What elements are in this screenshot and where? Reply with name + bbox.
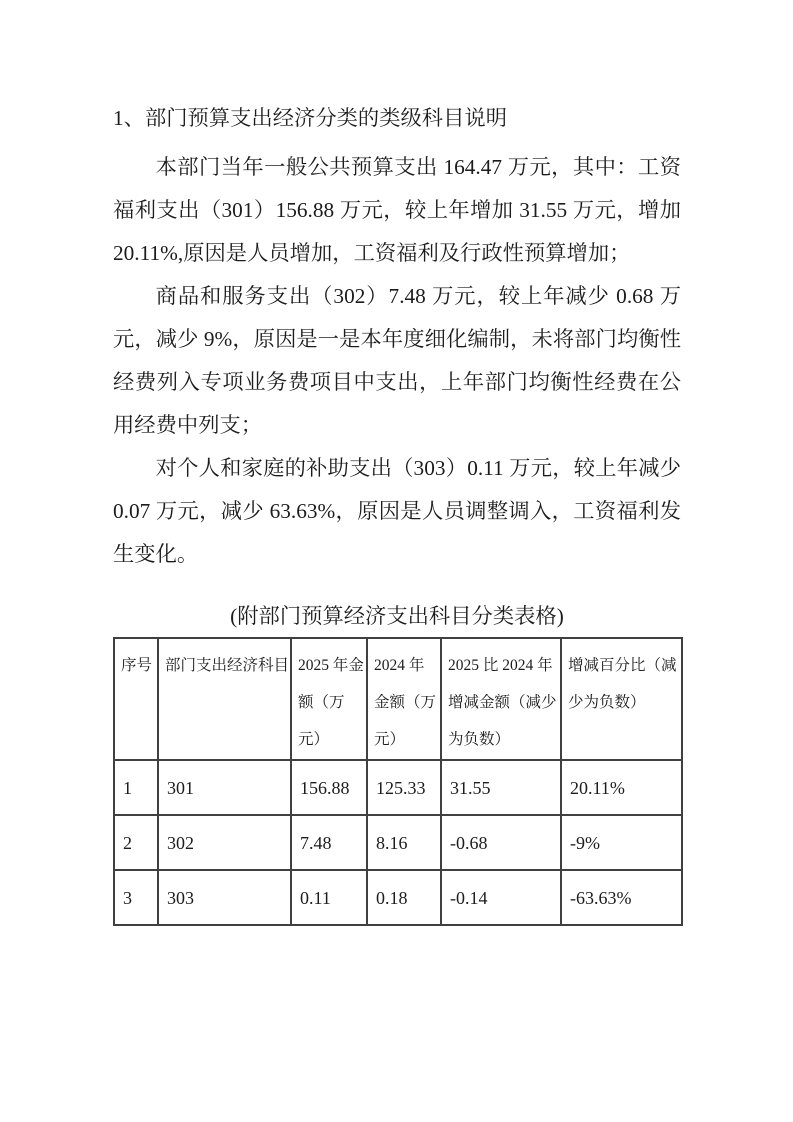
table-row — [114, 815, 682, 870]
body-text — [113, 146, 681, 576]
table-cell: 301 — [158, 760, 291, 815]
section-heading: 1、部门预算支出经济分类的类级科目说明 — [113, 106, 507, 130]
table-cell: -63.63% — [561, 870, 682, 925]
table-cell: 31.55 — [441, 760, 561, 815]
header-cell-subject: 部门支出经济科目 — [158, 638, 291, 760]
paragraph-personal-subsidy: 对个人和家庭的补助支出（303）0.11 万元，较上年减少 0.07 万元，减少 63.63%，原因是人员调整调入，工资福利发生变化。 — [113, 456, 681, 566]
table-cell: 0.18 — [367, 870, 441, 925]
table-cell: 8.16 — [367, 815, 441, 870]
header-row — [114, 638, 682, 760]
table-row — [114, 870, 682, 925]
table-cell: 1 — [114, 760, 158, 815]
table-cell: -0.68 — [441, 815, 561, 870]
table-cell: 7.48 — [291, 815, 367, 870]
header-cell-change-percent: 增减百分比（减少为负数） — [561, 638, 682, 760]
header-cell-2025-amount: 2025 年金额（万元） — [291, 638, 367, 760]
table-caption: (附部门预算经济支出科目分类表格) — [230, 604, 564, 628]
table-cell: 125.33 — [367, 760, 441, 815]
table-cell: 302 — [158, 815, 291, 870]
budget-table-header — [114, 638, 682, 760]
budget-table-body — [114, 760, 682, 925]
table-cell: 156.88 — [291, 760, 367, 815]
table-cell: 2 — [114, 815, 158, 870]
header-cell-2024-amount: 2024 年金额（万元） — [367, 638, 441, 760]
budget-table — [113, 637, 683, 926]
table-cell: -9% — [561, 815, 682, 870]
table-cell: 3 — [114, 870, 158, 925]
table-row — [114, 760, 682, 815]
paragraph-goods-services: 商品和服务支出（302）7.48 万元，较上年减少 0.68 万元，减少 9%，原因是一是本年度细化编制，未将部门均衡性经费列入专项业务费项目中支出，上年部门均衡性经费在公用经费中列支； — [113, 284, 681, 437]
paragraph-general-budget: 本部门当年一般公共预算支出 164.47 万元，其中：工资福利支出（301）156.88 万元，较上年增加 31.55 万元，增加 20.11%,原因是人员增加，工资福利及行政性预算增加； — [113, 155, 681, 265]
header-cell-change-amount: 2025 比 2024 年增减金额（减少为负数） — [441, 638, 561, 760]
table-cell: 20.11% — [561, 760, 682, 815]
header-cell-seq: 序号 — [114, 638, 158, 760]
table-cell: -0.14 — [441, 870, 561, 925]
table-cell: 303 — [158, 870, 291, 925]
table-cell: 0.11 — [291, 870, 367, 925]
